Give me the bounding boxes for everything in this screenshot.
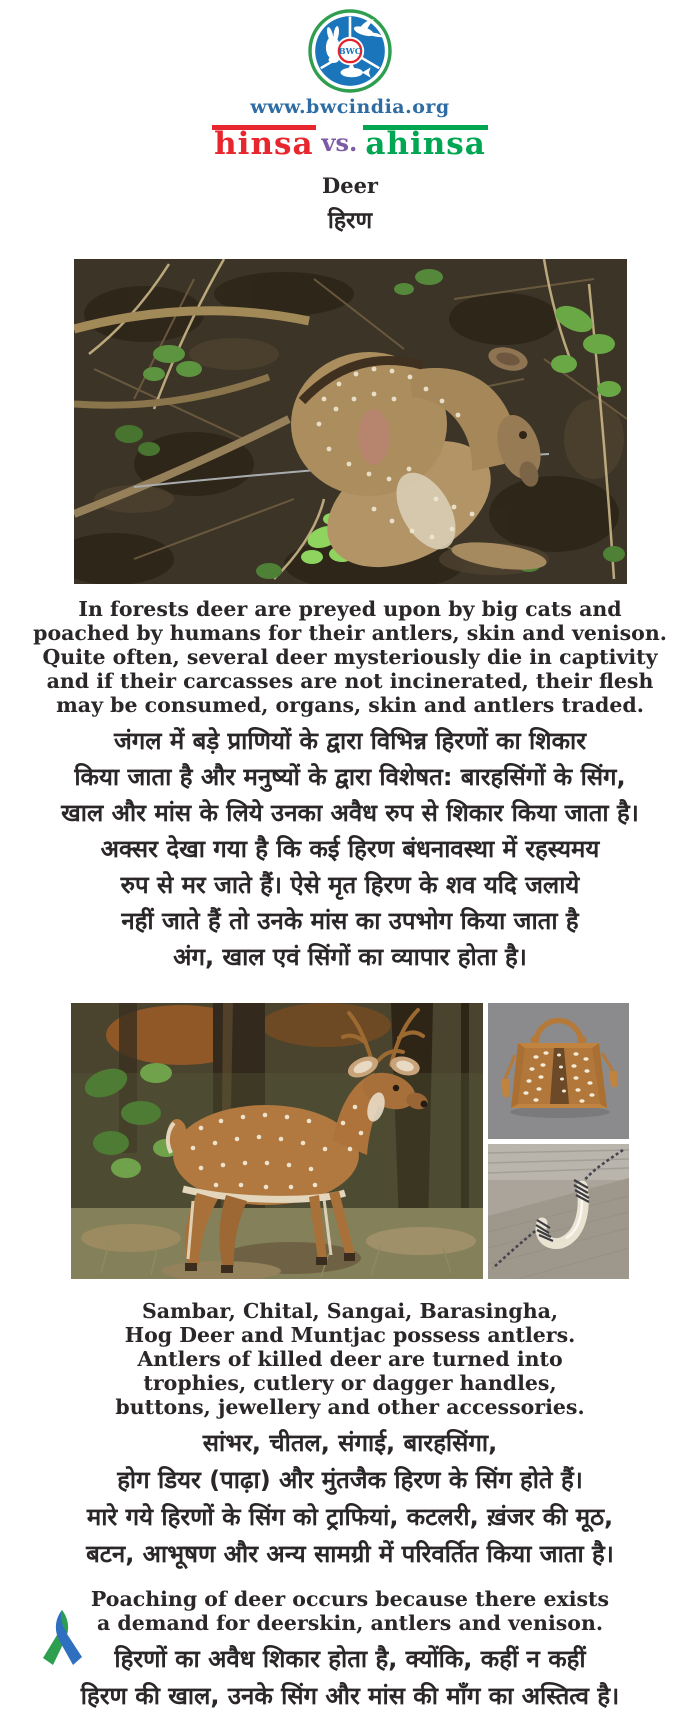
text-line: and if their carcasses are not incinerated, their flesh: [46, 669, 654, 694]
text-line: In forests deer are preyed upon by big cats and: [78, 597, 622, 622]
bwc-logo-icon: [307, 8, 393, 94]
text-line: अक्सर देखा गया है कि कई हिरण बंधनावस्था में रहस्यमय: [100, 835, 600, 864]
text-line: हिरण की खाल, उनके सिंग और मांस की माँग का अस्तित्व है।: [80, 1682, 620, 1711]
dead-deer-photo: [74, 259, 627, 584]
text-line: trophies, cutlery or dagger handles,: [143, 1371, 557, 1396]
text-line: Quite often, several deer mysteriously die in captivity: [42, 645, 658, 670]
text-line: सांभर, चीतल, संगाई, बारहसिंगा,: [202, 1429, 498, 1458]
text-line: रुप से मर जाते हैं। ऐसे मृत हिरण के शव यदि जलाये: [120, 871, 580, 900]
paragraph-1-en: [30, 597, 670, 717]
awareness-ribbon-icon: [40, 1607, 84, 1667]
side-images-column: [488, 1003, 629, 1279]
site-url-link[interactable]: www.bwcindia.org: [250, 96, 450, 118]
deerskin-bag-photo: [488, 1003, 629, 1139]
paragraph-2-en: [30, 1299, 670, 1419]
title-word-hinsa: hinsa: [214, 126, 314, 162]
text-line: खाल और मांस के लिये उनका अवैध रुप से शिकार किया जाता है।: [61, 799, 639, 828]
text-line: बटन, आभूषण और अन्य सामग्री में परिवर्तित किया जाता है।: [86, 1540, 614, 1569]
page-title: [0, 125, 700, 161]
paragraph-2-hi: [20, 1425, 680, 1573]
paragraph-3-en: [30, 1587, 670, 1635]
paragraph-3-hi: [20, 1641, 680, 1715]
text-line: नहीं जाते हैं तो उनके मांस का उपभोग किया जाता है: [121, 907, 579, 936]
title-word-ahinsa: ahinsa: [365, 126, 486, 162]
text-line: मारे गये हिरणों के सिंग को ट्राफियां, कटलरी, ख़ंजर की मूठ,: [86, 1503, 614, 1532]
text-line: जंगल में बड़े प्राणियों के द्वारा विभिन्न हिरणों का शिकार: [113, 727, 587, 756]
heading-deer-en: Deer: [322, 173, 378, 199]
text-line: अंग, खाल एवं सिंगों का व्यापार होता है।: [173, 943, 527, 972]
text-line: a demand for deerskin, antlers and venison.: [96, 1611, 604, 1636]
title-word-vs: vs.: [321, 128, 358, 157]
text-line: Sambar, Chital, Sangai, Barasingha,: [141, 1299, 559, 1324]
chital-deer-photo: [71, 1003, 483, 1279]
text-line: poached by humans for their antlers, skin and venison.: [33, 621, 667, 646]
logo-container: [0, 8, 700, 94]
text-line: buttons, jewellery and other accessories.: [115, 1395, 585, 1420]
logo-monogram: BWC: [338, 46, 362, 57]
text-line: Antlers of killed deer are turned into: [137, 1347, 563, 1372]
text-line: होग डियर (पाढ़ा) और मुंतजैक हिरण के सिंग होते हैं।: [117, 1466, 583, 1495]
text-line: हिरणों का अवैध शिकार होता है, क्योंकि, कहीं न कहीं: [114, 1645, 586, 1674]
text-line: Poaching of deer occurs because there exists: [90, 1587, 610, 1612]
heading-deer-hi: हिरण: [327, 208, 373, 235]
paragraph-1-hi: [20, 723, 680, 975]
text-line: may be consumed, organs, skin and antlers traded.: [56, 693, 644, 718]
closing-section: [0, 1587, 700, 1715]
image-row: [71, 1003, 629, 1279]
text-line: किया जाता है और मनुष्यों के द्वारा विशेषत: बारहसिंगों के सिंग,: [74, 763, 626, 792]
text-line: Hog Deer and Muntjac possess antlers.: [124, 1323, 576, 1348]
antler-necklace-photo: [488, 1144, 629, 1279]
